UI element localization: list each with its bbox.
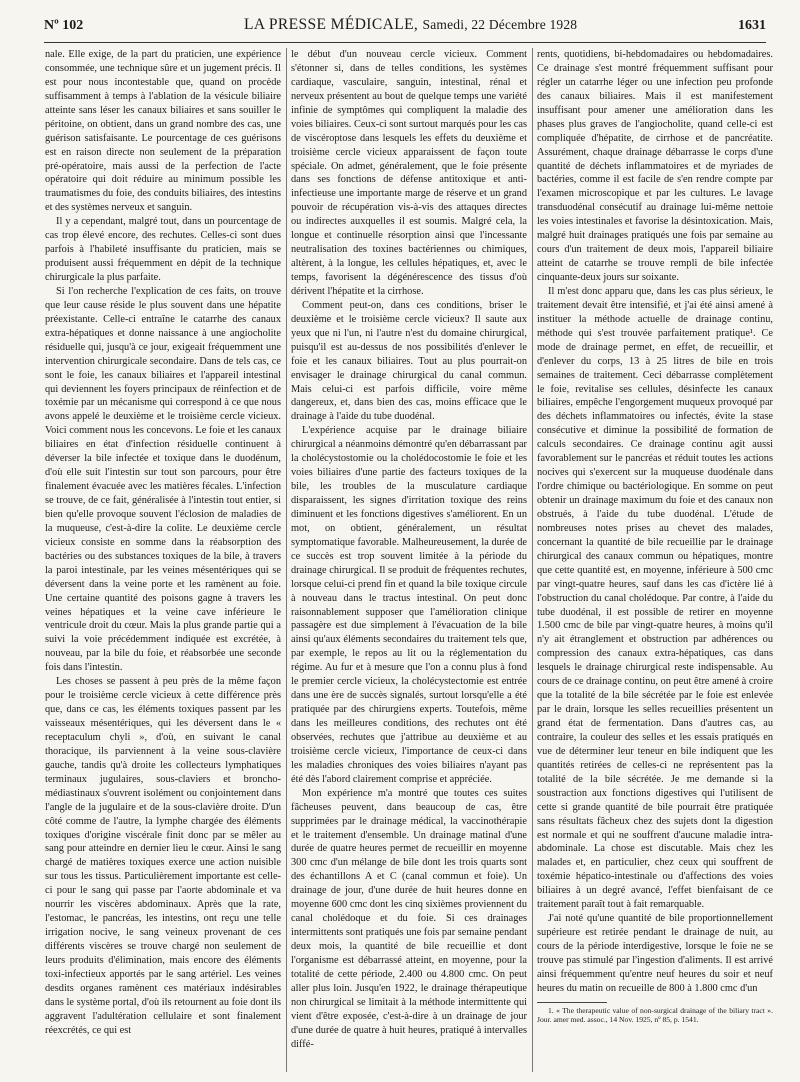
column-divider — [532, 48, 533, 1072]
paragraph: Comment peut-on, dans ces conditions, briser le deuxième et le troisième cercle vicieux? Il saute aux yeux que ni l'un, ni l'autre n'est du domaine chirurgical, puisqu'il est au-dessus de nos possibilités d'enlever le foie et les canaux biliaires. Tout au plus pourrait-on envisager le drainage chirurgical du canal commun. Mais celui-ci est parfois difficile, voire même dangereux, et, dans bien des cas, moins efficace que le drainage à l'aide du tube duodénal. — [291, 299, 527, 423]
journal-title: LA PRESSE MÉDICALE, — [243, 16, 419, 33]
text-column-1 — [45, 48, 281, 1038]
paragraph: L'expérience acquise par le drainage biliaire chirurgical a néanmoins démontré qu'en débarrassant par la cholécystostomie ou la cholédocostomie le foie et les voies biliaires d'une partie des facteurs toxiques de la bile, les troubles de la musculature cardiaque disparaissent, les signes d'irritation toxique des reins diminuent et les fonctions digestives s'améliorent. En un mot, on obtient, généralement, un résultat symptomatique favorable. Malheureusement, la durée de ce succès est trop souvent limitée à la période du drainage chirurgical. Il se produit de fréquentes rechutes, lorsque celui-ci prend fin et quand la bile toxique circule à nouveau dans le tractus intestinal. On peut donc raisonnablement supposer que l'amélioration clinique passagère est due simplement à l'évacuation de la bile ainsi qu'aux éléments secondaires du traitement tels que, par exemple, le repos au lit ou la réglementation du régime. Au fur et à mesure que l'on a connu plus à fond le premier cercle vicieux, la cholécystectomie est entrée dans une ère de succès signalés, surtout lorsqu'elle a été pratiquée par des chirurgiens experts. Toutefois, même dans les meilleures conditions, des rechutes ont été observées, rechutes que j'attribue au deuxième et au troisième cercle vicieux, l'importance de ceux-ci dans les maladies chroniques des voies biliaires n'ayant pas été dès l'abord clairement comprise et appréciée. — [291, 425, 527, 785]
header-rule — [44, 42, 766, 43]
paragraph: Mon expérience m'a montré que toutes ces suites fâcheuses peuvent, dans beaucoup de cas, être supprimées par le drainage médical, la vaccinothérapie et le traitement d'ensemble. Un drainage matinal d'une durée de quatre heures permet de recueillir en moyenne 300 cmc d'un mélange de bile dont les trois quarts sont des échantillons A et C (canal commun et foie). Un drainage de jour, d'une durée de huit heures donne en moyenne 600 cmc dont les cinq sixièmes proviennent du canal cholédoque et du foie. Si ces drainages intermittents sont pratiqués une fois par semaine pendant deux mois, la quantité de bile recueillie et dont l'organisme est débarrassé atteint, en moyenne, pour la totalité de cette période, 2.400 ou 4.800 cmc. On peut aller plus loin. Jusqu'en 1922, le drainage thérapeutique non chirurgical se limitait à la méthode intermittente qui vient d'être exposée, c'est-à-dire à un drainage de jour d'une durée de quatre à huit heures, pratiqué à intervalles diffé- — [291, 787, 527, 1050]
paragraph: nale. Elle exige, de la part du praticien, une expérience consommée, une technique sûre et un jugement précis. Il est pour nous incontestable que, quand on procède suffisamment à temps à l'ablation de la vésicule biliaire atteinte sans léser les canaux biliaires et sans souiller le péritoine, on obtient, dans un grand nombre des cas, une guérison satisfaisante. Le pourcentage de ces guérisons est en raison directe non seulement de la préparation pré-opératoire, mais aussi de la perfection de l'acte opératoire qui doit réduire au minimum possible les traumatismes du foie, des conduits biliaires, des intestins et des systèmes nerveux et sanguin. — [45, 49, 281, 214]
page-header — [44, 16, 766, 40]
column-divider — [286, 48, 287, 1072]
footnote: 1. « The therapeutic value of non-surgical drainage of the biliary tract ». Jour. amer med. assoc., 14 Nov. 1925, nº 85, p. 1541. — [537, 1005, 773, 1025]
paragraph: Si l'on recherche l'explication de ces faits, on trouve que leur cause réside le plus souvent dans une hépatite préexistante. Celle-ci entraîne le catarrhe des canaux extra-hépatiques et donne naissance à une angiocholite résiduelle qui, jusqu'à ce jour, exigeait fréquemment une intervention chirurgicale secondaire. Dans de tels cas, ce sont le foie, les canaux biliaires et l'appareil intestinal qui deviennent les foyers principaux de réinfection et de toxémie par un mécanisme qui correspond à ce que nous avons appelé le deuxième et le troisième cercle vicieux. Voici comment nous les concevons. Le foie et les canaux biliaires en état d'infection résiduelle continuent à déverser la bile infectée et toxique dans le duodénum, d'où elle suit l'intestin sur tout son parcours, pour être finalement évacuée avec les matières fécales. L'infection se trouve, de ce fait, généralisée à l'intestin tout entier, si bien qu'elle provoque souvent l'éclosion de maladies de la muqueuse, c'est-à-dire la colite. Le deuxième cercle vicieux consiste en somme dans la réabsorption des bactéries ou des substances toxiques de la bile, à travers la paroi intestinale, par les veines mésentériques qui se déversent dans la veine porte et les ramènent au foie. Une certaine quantité des poisons gagne à travers les veines hépatiques et la veine cave inférieure le ventricule droit du cœur. Mais la plus grande partie qui a suivi la voie précédemment indiquée est excrétée, à nouveau, par la bile du foie, et réabsorbée une seconde fois dans l'intestin. — [45, 285, 281, 674]
paragraph: Il y a cependant, malgré tout, dans un pourcentage de cas trop élevé encore, des rechutes. Celles-ci sont dues parfois à l'habileté insuffisante du praticien, mais se produisent aussi fréquemment en dépit de la technique chirurgicale la plus parfaite. — [45, 216, 281, 283]
issue-number: Nº 102 — [44, 18, 84, 33]
issue-date: Samedi, 22 Décembre 1928 — [422, 17, 578, 32]
paragraph: J'ai noté qu'une quantité de bile proportionnellement supérieure est retirée pendant le drainage de nuit, au cours de la période interdigestive, lorsque le foie ne se trouve pas stimulé par l'ingestion d'aliments. Il est arrivé ainsi fréquemment qu'entre neuf heures du soir et neuf heures du matin on recueille de 800 à 1.800 cmc d'un — [537, 913, 773, 994]
paragraph: Les choses se passent à peu près de la même façon pour le troisième cercle vicieux à cette différence près que, dans ce cas, les éléments toxiques passent par les vaisseaux mésentériques, qui les déversent dans le « receptaculum chyli », d'où, en suivant le canal thoracique, ils parviennent à la veine sous-clavière gauche, tandis qu'à droite les collecteurs lymphatiques terminaux jugulaires, sous-claviers et broncho-médiastinaux s'ouvrent isolément ou conjointement dans l'angle de la jugulaire et de la sous-clavière droite. D'un côté comme de l'autre, la lymphe chargée des éléments toxiques d'origine viscérale finit donc par se mêler au sang pour atteindre en dernier lieu le cœur. Ainsi le sang chargé de matières toxiques exerce une action nuisible sur tous les tissus. Particulièrement importante est celle-ci pour le sang qui passe par l'aorte abdominale et va nourrir les viscères abdominaux. Après que la rate, l'estomac, le pancréas, les intestins, ont reçu une telle irrigation nocive, le sang veineux provenant de ces différents viscères se trouve chargé non seulement de leurs produits d'élimination, mais encore des éléments toxi-infectieux apportés par le sang artériel. Les veines desdits organes ramènent ces matériaux indésirables dans le système portal, d'où ils retournent au foie dont ils aggravent l'adultération cellulaire et sont finalement réexcrétés, ce qui est — [45, 676, 281, 1036]
text-column-3 — [537, 48, 773, 1025]
paragraph: le début d'un nouveau cercle vicieux. Comment s'étonner si, dans de telles conditions, les systèmes cardiaque, vasculaire, sanguin, intestinal, rénal et nerveux présentent au bout de quelque temps une variété infinie de symptômes qui compliquent la maladie des voies biliaires. Ceux-ci sont surtout marqués pour les cas de viscéroptose dans lesquels les effets du deuxième et troisième cercle vicieux apparaissent de façon toute spéciale. On admet, généralement, que le foie présente dans ses fonctions de défense antitoxique et anti-infectieuse une importante marge de réserve et un grand pouvoir de récupération vis-à-vis des attaques directes ou indirectes auxquelles il est soumis. Malgré cela, la longue et continuelle résorption ainsi que l'incessante neutralisation des toxines bactériennes ou chimiques, altèrent, à la longue, les cellules hépatiques, et, avec le temps, favorisent la dégénérescence des tissus d'où dérivent l'hépatite et la cirrhose. — [291, 49, 527, 297]
page-number: 1631 — [738, 18, 766, 33]
running-title — [244, 16, 577, 34]
paragraph: rents, quotidiens, bi-hebdomadaires ou hebdomadaires. Ce drainage s'est montré fréquemment suffisant pour régler un catarrhe léger ou une infection peu profonde des canaux biliaires. Mais il est manifestement insuffisant pour amener une amélioration dans les phases plus graves de l'angiocholite, quand celle-ci est compliquée d'hépatite, de cirrhose et de pancréatite. Assurément, chaque drainage débarrasse le corps d'une quantité de déchets inflammatoires et de myriades de bactéries, comme il est facile de s'en rendre compte par l'examen microscopique et par les cultures. Le lavage transduodénal consécutif au drainage lui-même nettoie les voies intestinales et favorise la désintoxication. Mais, malgré huit drainages pratiqués une fois par semaine au cours d'un traitement de deux mois, l'appareil biliaire atteint de catarrhe se trouve rempli de bile infectée cinquante-deux jours sur soixante. — [537, 49, 773, 283]
footnote-rule — [537, 1002, 607, 1003]
text-column-2 — [291, 48, 527, 1052]
paragraph: Il m'est donc apparu que, dans les cas plus sérieux, le traitement devait être intensifié, et j'ai été ainsi amené à instituer la méthode actuelle de drainage continu, méthode qui s'est trouvée parfaitement pratique¹. Ce mode de drainage permet, en effet, de recueillir, et d'enlever du corps, 13 à 25 litres de bile en trois semaines de traitement. Ceci débarrasse complètement le foie, revitalise ses cellules, désinfecte les canaux biliaires, empêche l'engorgement muqueux provoqué par des déchets inflammatoires ou infectés, évite la stase consécutive et diminue la possibilité de formation de calculs secondaires. Ce drainage continu agit aussi favorablement sur le pancréas et réduit toutes les actions nocives qui s'exercent sur la muqueuse duodénale dans l'ordre chimique ou bactériologique. En somme on peut obtenir un drainage maximum du foie et des canaux non obstrués, à l'aide du tube duodénal. L'étude de nombreuses notes prises au chevet des malades, concernant la quantité de bile recueillie par le drainage chirurgical des canaux commun ou hépatiques, montre que cette quantité est, en moyenne, inférieure à 500 cmc par vingt-quatre heures, sauf dans les cas d'ictère lié à l'obstruction du canal cholédoque. Par contre, à l'aide du tube duodénal, il est possible de retirer en moyenne 1.500 cmc de bile par vingt-quatre heures, à moins qu'il n'y ait étranglement et obstruction par adhérences ou compression des canaux extra-hépatiques, cas dans lesquels le drainage chirurgical reste indispensable. Au cours de ce drainage continu, on peut être amené à croire que la totalité de la bile sécrétée par le foie est enlevée par le drain, lorsque les selles recueillies présentent un grand état de fermentation. Dans d'autres cas, au contraire, la couleur des selles et les essais pratiqués en vue de déterminer leur teneur en bile indiquent que les quantités retirées de celles-ci ne représentent pas la totalité de la bile sécrétée. Je me demande si la soustraction aux fonctions digestives qui l'utilisent de cette si grande quantité de bile pourrait être pratiquée sans résultats fâcheux chez des sujets dont la digestion est normale et qui ne souffrent d'aucune maladie intra-abdominale. La chose est discutable. Mais chez les malades et, en particulier, chez ceux qui souffrent de toxémie hépatico-intestinale ou d'affections des voies biliaires à un degré avancé, l'effet bienfaisant de ce traitement paraît tout à fait remarquable. — [537, 285, 773, 911]
